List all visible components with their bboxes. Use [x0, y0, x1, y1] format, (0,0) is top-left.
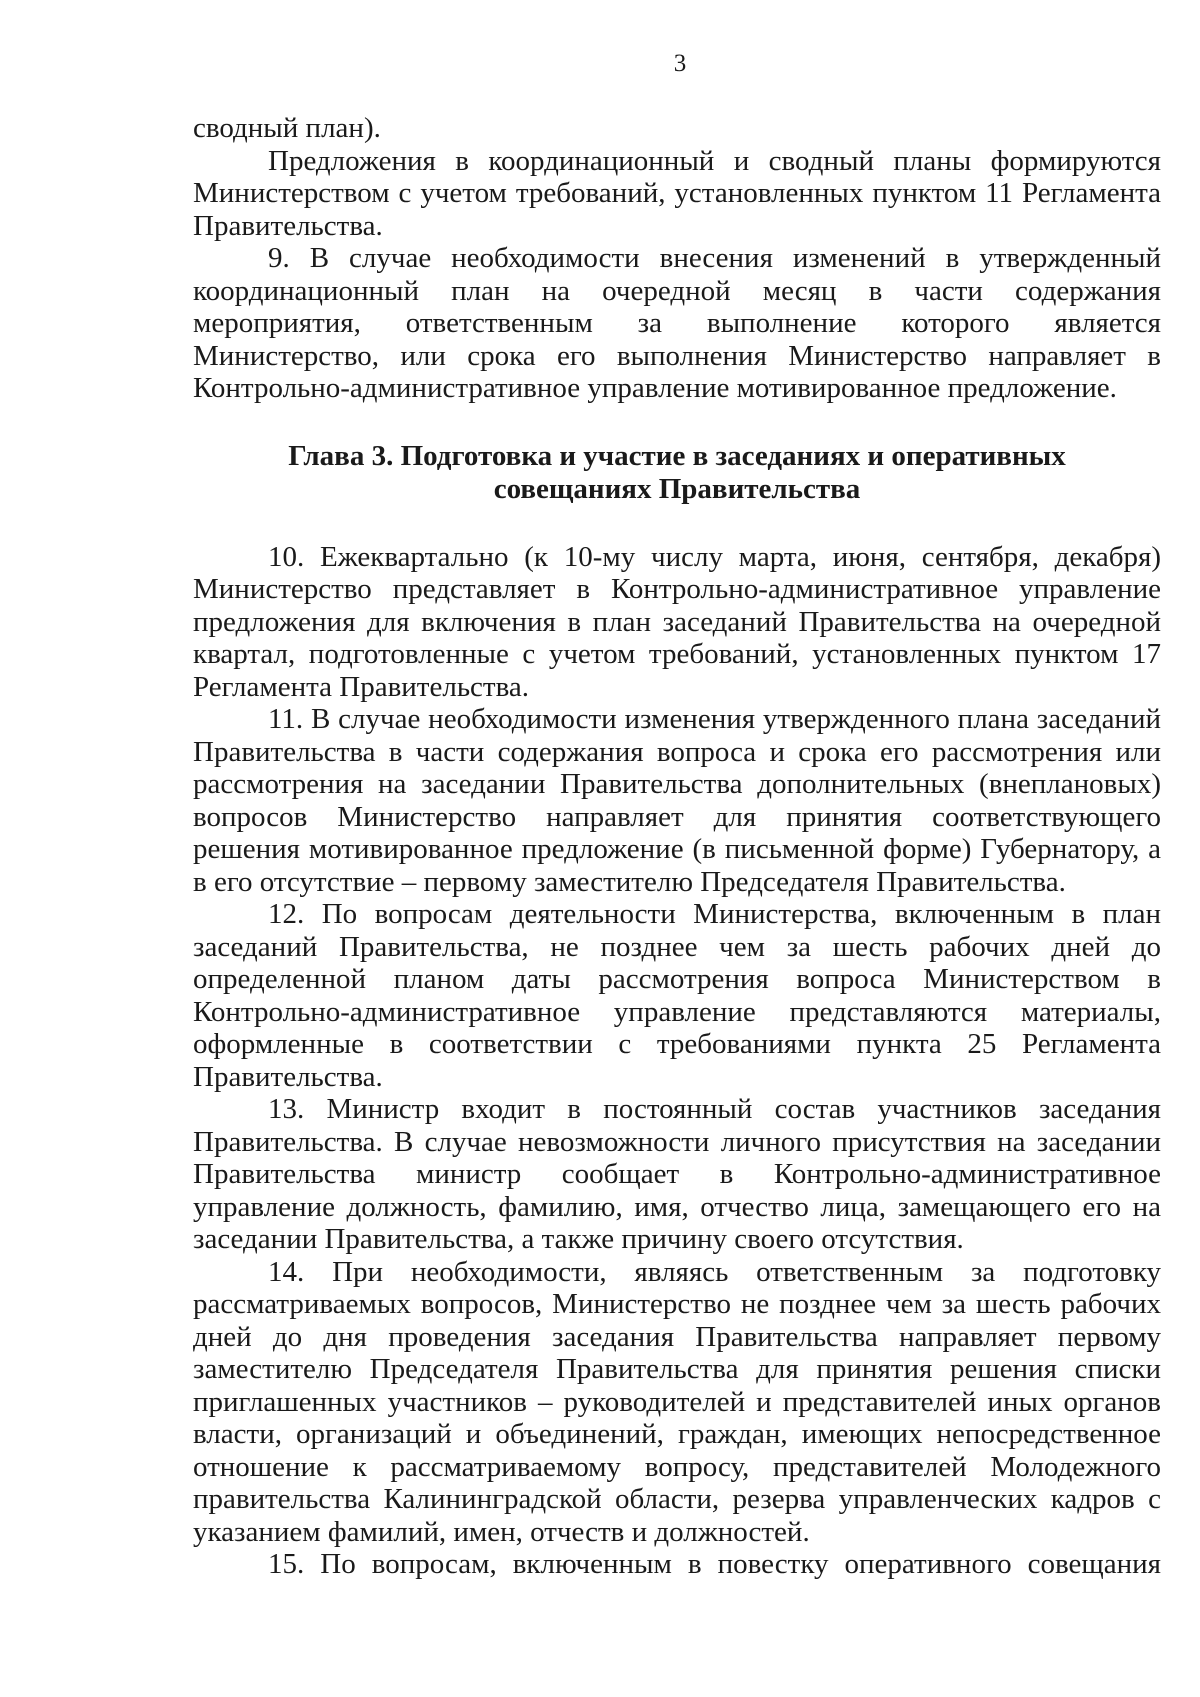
page-number: 3	[673, 50, 687, 77]
paragraph-proposals: Предложения в координационный и сводный планы формируются Министерством с учетом требований, установленных пунктом 11 Регламента Правительства.	[193, 144, 1161, 242]
paragraph-item-14: 14. При необходимости, являясь ответственным за подготовку рассматриваемых вопросов, Министерство не позднее чем за шесть рабочих дней до дня проведения заседания Правительства направляет первому заместителю Председателя Правительства для принятия решения списки приглашенных участников – руководителей и представителей иных органов власти, организаций и объединений, граждан, имеющих непосредственное отношение к рассматриваемому вопросу, представителей Молодежного правительства Калининградской области, резерва управленческих кадров с указанием фамилий, имен, отчеств и должностей.	[193, 1255, 1161, 1548]
chapter-heading-line-1: Глава 3. Подготовка и участие в заседаниях и оперативных	[288, 439, 1066, 472]
paragraph-item-15: 15. По вопросам, включенным в повестку оперативного совещания	[268, 1548, 1161, 1580]
paragraph-item-12: 12. По вопросам деятельности Министерства, включенным в план заседаний Правительства, не позднее чем за шесть рабочих дней до определенной планом даты рассмотрения вопроса Министерством в Контрольно-административное управление представляются материалы, оформленные в соответствии с требованиями пункта 25 Регламента Правительства.	[193, 898, 1161, 1093]
chapter-heading	[193, 440, 1161, 506]
paragraph-item-10: 10. Ежеквартально (к 10-му числу марта, июня, сентября, декабря) Министерство представляет в Контрольно-административное управление предложения для включения в план заседаний Правительства на очередной квартал, подготовленные с учетом требований, установленных пунктом 17 Регламента Правительства.	[193, 540, 1161, 703]
chapter-heading-line-2: совещаниях Правительства	[493, 472, 861, 505]
paragraph-item-13: 13. Министр входит в постоянный состав участников заседания Правительства. В случае невозможности личного присутствия на заседании Правительства министр сообщает в Контрольно-административное управление должность, фамилию, имя, отчество лица, замещающего его на заседании Правительства, а также причину своего отсутствия.	[193, 1093, 1161, 1255]
document-body	[193, 112, 1161, 1581]
paragraph-continuation: сводный план).	[193, 112, 381, 144]
paragraph-item-9: 9. В случае необходимости внесения изменений в утвержденный координационный план на очередной месяц в части содержания мероприятия, ответственным за выполнение которого является Министерство, или срока его выполнения Министерство направляет в Контрольно-административное управление мотивированное предложение.	[193, 242, 1161, 404]
paragraph-item-11: 11. В случае необходимости изменения утвержденного плана заседаний Правительства в части содержания вопроса и срока его рассмотрения или рассмотрения на заседании Правительства дополнительных (внеплановых) вопросов Министерство направляет для принятия соответствующего решения мотивированное предложение (в письменной форме) Губернатору, а в его отсутствие – первому заместителю Председателя Правительства.	[193, 703, 1161, 898]
